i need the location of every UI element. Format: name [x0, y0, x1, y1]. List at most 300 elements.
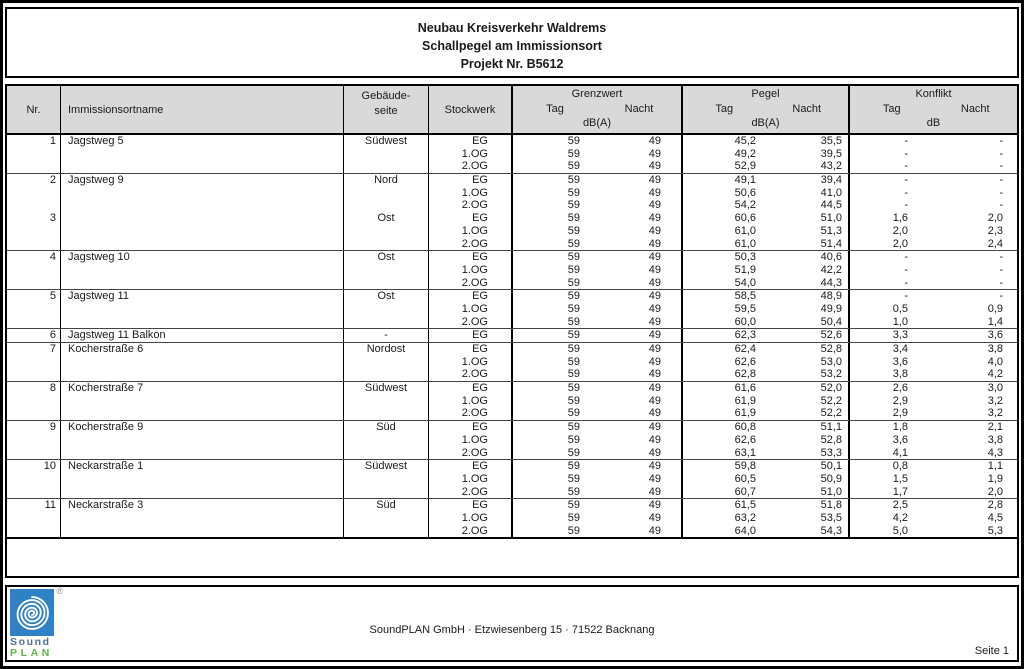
cell-konflikt-nacht: -	[999, 276, 1003, 289]
cell-grenzwert-nacht: 49	[598, 316, 683, 329]
cell-nr	[7, 407, 61, 420]
cell-konflikt-tag: 5,0	[892, 524, 908, 537]
cell-gebaeudeseite	[344, 225, 429, 238]
cell-gebaeudeseite	[344, 148, 429, 161]
cell-grenzwert-tag: 59	[567, 368, 580, 381]
cell-gebaeudeseite: Ost	[344, 212, 429, 225]
cell-stockwerk: EG	[429, 421, 513, 434]
cell-pegel-nacht: 51,0	[766, 212, 850, 225]
cell-konflikt-tag: 3,4	[892, 343, 908, 355]
cell-konflikt-tag: 0,5	[892, 302, 908, 315]
cell-nr	[7, 395, 61, 408]
cell-pegel-tag: 62,8	[734, 368, 756, 381]
cell-pegel-nacht: 52,8	[766, 434, 850, 447]
cell-nr	[7, 264, 61, 277]
cell-pegel-tag: 49,2	[734, 147, 756, 160]
cell-grenzwert-nacht: 49	[598, 473, 683, 486]
cell-grenzwert-tag: 59	[567, 329, 580, 342]
cell-gebaeudeseite	[344, 356, 429, 369]
cell-immissionsortname	[61, 486, 344, 499]
cell-immissionsortname: Jagstweg 9	[61, 174, 344, 187]
cell-pegel-tag: 61,5	[734, 499, 756, 512]
cell-nr: 11	[7, 499, 61, 512]
cell-stockwerk: EG	[429, 135, 513, 148]
cell-grenzwert-tag: 59	[567, 394, 580, 407]
cell-stockwerk: 2.OG	[429, 486, 513, 499]
cell-konflikt-nacht: -	[999, 263, 1003, 276]
cell-grenzwert-nacht: 49	[598, 512, 683, 525]
cell-immissionsortname: Kocherstraße 6	[61, 343, 344, 356]
cell-konflikt-tag: -	[904, 199, 908, 212]
cell-gebaeudeseite: Nordost	[344, 343, 429, 356]
cell-pegel-nacht: 39,5	[766, 148, 850, 161]
cell-nr	[7, 316, 61, 329]
company-address: SoundPLAN GmbH · Etzwiesenberg 15 · 71522 Backnang	[369, 624, 655, 636]
cell-stockwerk: 1.OG	[429, 303, 513, 316]
cell-nr	[7, 160, 61, 173]
cell-gebaeudeseite	[344, 486, 429, 499]
cell-immissionsortname: Jagstweg 11	[61, 290, 344, 303]
cell-pegel-nacht: 44,3	[766, 277, 850, 290]
cell-immissionsortname	[61, 148, 344, 161]
table-row	[7, 250, 1017, 264]
cell-nr: 7	[7, 343, 61, 356]
cell-grenzwert-nacht: 49	[598, 251, 683, 264]
cell-immissionsortname	[61, 277, 344, 290]
cell-konflikt-nacht: -	[999, 174, 1003, 187]
cell-pegel-nacht: 52,0	[766, 382, 850, 395]
cell-pegel-nacht: 39,4	[766, 174, 850, 187]
table-row	[7, 356, 1017, 369]
cell-pegel-nacht: 51,0	[766, 486, 850, 499]
cell-immissionsortname	[61, 264, 344, 277]
cell-grenzwert-tag: 59	[567, 160, 580, 173]
cell-pegel-nacht: 49,9	[766, 303, 850, 316]
cell-stockwerk: 1.OG	[429, 148, 513, 161]
cell-pegel-nacht: 52,8	[766, 343, 850, 356]
cell-konflikt-tag: 2,9	[892, 407, 908, 420]
cell-immissionsortname: Kocherstraße 9	[61, 421, 344, 434]
cell-grenzwert-nacht: 49	[598, 199, 683, 212]
cell-konflikt-tag: 4,2	[892, 511, 908, 524]
cell-pegel-nacht: 53,5	[766, 512, 850, 525]
cell-pegel-nacht: 50,1	[766, 460, 850, 473]
cell-grenzwert-tag: 59	[567, 499, 580, 512]
cell-nr: 2	[7, 174, 61, 187]
cell-pegel-nacht: 53,3	[766, 447, 850, 460]
header-immissionsortname	[61, 86, 344, 133]
cell-konflikt-tag: -	[904, 276, 908, 289]
cell-grenzwert-nacht: 49	[598, 329, 683, 342]
cell-immissionsortname	[61, 395, 344, 408]
cell-stockwerk: EG	[429, 174, 513, 187]
cell-stockwerk: EG	[429, 251, 513, 264]
cell-immissionsortname	[61, 238, 344, 251]
cell-pegel-nacht: 52,6	[766, 329, 850, 342]
cell-grenzwert-tag: 59	[567, 135, 580, 147]
cell-grenzwert-tag: 59	[567, 237, 580, 250]
cell-grenzwert-tag: 59	[567, 186, 580, 199]
cell-konflikt-nacht: -	[999, 251, 1003, 264]
table-row	[7, 407, 1017, 420]
cell-pegel-tag: 60,7	[734, 485, 756, 498]
cell-pegel-tag: 63,1	[734, 446, 756, 459]
header-nr	[7, 86, 61, 133]
cell-gebaeudeseite	[344, 187, 429, 200]
cell-konflikt-nacht: -	[999, 160, 1003, 173]
cell-pegel-nacht: 35,5	[766, 135, 850, 148]
cell-gebaeudeseite: Südwest	[344, 382, 429, 395]
report-title-line3: Projekt Nr. B5612	[460, 57, 564, 71]
cell-konflikt-nacht: 2,0	[987, 212, 1003, 225]
cell-konflikt-nacht: -	[999, 186, 1003, 199]
cell-grenzwert-nacht: 49	[598, 382, 683, 395]
header-konflikt-group	[850, 86, 1017, 133]
table-row	[7, 238, 1017, 251]
table-row	[7, 264, 1017, 277]
cell-immissionsortname	[61, 512, 344, 525]
table-row	[7, 459, 1017, 473]
cell-grenzwert-nacht: 49	[598, 343, 683, 356]
cell-pegel-tag: 61,9	[734, 394, 756, 407]
cell-gebaeudeseite	[344, 473, 429, 486]
cell-grenzwert-tag: 59	[567, 276, 580, 289]
cell-konflikt-nacht: -	[999, 135, 1003, 147]
cell-pegel-nacht: 48,9	[766, 290, 850, 303]
table-row	[7, 486, 1017, 499]
header-gebaeudeseite	[344, 86, 429, 133]
cell-konflikt-nacht: 3,2	[987, 407, 1003, 420]
cell-konflikt-nacht: 1,4	[987, 315, 1003, 328]
cell-nr	[7, 187, 61, 200]
cell-immissionsortname	[61, 187, 344, 200]
registered-mark: ®	[56, 586, 63, 596]
cell-konflikt-nacht: 2,4	[987, 237, 1003, 250]
cell-konflikt-nacht: 2,8	[987, 499, 1003, 512]
cell-konflikt-tag: 3,6	[892, 433, 908, 446]
cell-gebaeudeseite: Südwest	[344, 460, 429, 473]
cell-konflikt-nacht: 3,0	[987, 382, 1003, 395]
cell-immissionsortname	[61, 303, 344, 316]
cell-grenzwert-tag: 59	[567, 263, 580, 276]
cell-gebaeudeseite: -	[344, 329, 429, 342]
title-box	[5, 7, 1019, 78]
cell-konflikt-tag: 2,6	[892, 382, 908, 395]
cell-nr	[7, 447, 61, 460]
header-pegel-group	[683, 86, 850, 133]
cell-grenzwert-nacht: 49	[598, 160, 683, 173]
cell-nr	[7, 225, 61, 238]
cell-konflikt-tag: 1,0	[892, 315, 908, 328]
cell-nr: 6	[7, 329, 61, 342]
cell-konflikt-nacht: 5,3	[987, 524, 1003, 537]
cell-stockwerk: 1.OG	[429, 395, 513, 408]
header-nr-label: Nr.	[26, 103, 41, 116]
cell-konflikt-nacht: 3,2	[987, 394, 1003, 407]
cell-immissionsortname	[61, 447, 344, 460]
table-row	[7, 316, 1017, 329]
table-row	[7, 148, 1017, 161]
cell-pegel-nacht: 54,3	[766, 525, 850, 538]
cell-gebaeudeseite	[344, 512, 429, 525]
cell-nr	[7, 473, 61, 486]
cell-pegel-nacht: 41,0	[766, 187, 850, 200]
cell-gebaeudeseite	[344, 434, 429, 447]
cell-stockwerk: 2.OG	[429, 447, 513, 460]
table-row	[7, 381, 1017, 395]
cell-grenzwert-nacht: 49	[598, 277, 683, 290]
cell-grenzwert-tag: 59	[567, 355, 580, 368]
cell-konflikt-tag: -	[904, 290, 908, 303]
cell-stockwerk: 1.OG	[429, 225, 513, 238]
cell-grenzwert-tag: 59	[567, 511, 580, 524]
cell-pegel-tag: 49,1	[734, 174, 756, 187]
cell-pegel-tag: 63,2	[734, 511, 756, 524]
cell-nr	[7, 199, 61, 212]
cell-grenzwert-tag: 59	[567, 524, 580, 537]
table-row	[7, 525, 1017, 538]
table-row	[7, 199, 1017, 212]
cell-pegel-nacht: 43,2	[766, 160, 850, 173]
cell-grenzwert-nacht: 49	[598, 212, 683, 225]
cell-immissionsortname	[61, 160, 344, 173]
cell-grenzwert-tag: 59	[567, 407, 580, 420]
table-row	[7, 434, 1017, 447]
table-row	[7, 225, 1017, 238]
cell-pegel-nacht: 52,2	[766, 395, 850, 408]
cell-konflikt-nacht: 2,3	[987, 224, 1003, 237]
cell-grenzwert-tag: 59	[567, 199, 580, 212]
cell-nr	[7, 512, 61, 525]
cell-stockwerk: EG	[429, 499, 513, 512]
cell-grenzwert-tag: 59	[567, 433, 580, 446]
header-konflikt-title: Konflikt	[915, 88, 952, 100]
logo-text-plan: PLAN	[10, 647, 53, 659]
header-grenzwert-tag: Tag	[546, 103, 564, 115]
cell-nr: 1	[7, 135, 61, 148]
cell-gebaeudeseite	[344, 277, 429, 290]
cell-grenzwert-nacht: 49	[598, 447, 683, 460]
table-row	[7, 277, 1017, 290]
cell-pegel-nacht: 51,3	[766, 225, 850, 238]
cell-stockwerk: 2.OG	[429, 407, 513, 420]
cell-pegel-nacht: 53,0	[766, 356, 850, 369]
header-side-line2: seite	[374, 105, 398, 117]
header-grenzwert-title: Grenzwert	[571, 88, 623, 100]
header-grenzwert-group	[513, 86, 683, 133]
header-side-line1: Gebäude-	[361, 90, 411, 102]
table-row	[7, 342, 1017, 356]
report-title-line2: Schallpegel am Immissionsort	[422, 39, 602, 53]
cell-immissionsortname	[61, 368, 344, 381]
report-title-line1: Neubau Kreisverkehr Waldrems	[417, 21, 607, 35]
cell-konflikt-nacht: 3,8	[987, 433, 1003, 446]
cell-grenzwert-tag: 59	[567, 315, 580, 328]
table-row	[7, 135, 1017, 148]
cell-konflikt-tag: 3,8	[892, 368, 908, 381]
cell-pegel-nacht: 53,2	[766, 368, 850, 381]
cell-konflikt-tag: -	[904, 135, 908, 147]
cell-pegel-tag: 54,2	[734, 199, 756, 212]
footer-box	[5, 585, 1019, 662]
cell-pegel-nacht: 40,6	[766, 251, 850, 264]
cell-pegel-tag: 60,6	[734, 212, 756, 225]
cell-stockwerk: 2.OG	[429, 160, 513, 173]
cell-grenzwert-nacht: 49	[598, 460, 683, 473]
cell-konflikt-nacht: 3,6	[987, 329, 1003, 342]
table-row	[7, 160, 1017, 173]
cell-nr: 4	[7, 251, 61, 264]
cell-pegel-tag: 60,8	[734, 421, 756, 434]
cell-grenzwert-tag: 59	[567, 174, 580, 187]
cell-grenzwert-nacht: 49	[598, 486, 683, 499]
cell-grenzwert-nacht: 49	[598, 148, 683, 161]
cell-gebaeudeseite: Ost	[344, 290, 429, 303]
table-row	[7, 498, 1017, 512]
header-grenzwert-unit: dB(A)	[582, 117, 612, 129]
cell-pegel-tag: 62,3	[734, 329, 756, 342]
table-row	[7, 187, 1017, 200]
cell-immissionsortname	[61, 199, 344, 212]
table-row	[7, 328, 1017, 342]
cell-grenzwert-tag: 59	[567, 485, 580, 498]
header-pegel-unit: dB(A)	[751, 117, 780, 129]
cell-stockwerk: 2.OG	[429, 199, 513, 212]
header-konflikt-nacht: Nacht	[960, 103, 990, 115]
cell-stockwerk: 1.OG	[429, 264, 513, 277]
cell-gebaeudeseite	[344, 264, 429, 277]
cell-konflikt-tag: -	[904, 160, 908, 173]
cell-grenzwert-tag: 59	[567, 302, 580, 315]
cell-pegel-nacht: 51,4	[766, 238, 850, 251]
cell-gebaeudeseite	[344, 368, 429, 381]
table-row	[7, 420, 1017, 434]
header-floor-label: Stockwerk	[444, 103, 496, 116]
cell-grenzwert-tag: 59	[567, 460, 580, 473]
cell-gebaeudeseite	[344, 160, 429, 173]
cell-grenzwert-tag: 59	[567, 212, 580, 225]
cell-grenzwert-nacht: 49	[598, 499, 683, 512]
cell-gebaeudeseite: Süd	[344, 499, 429, 512]
cell-konflikt-nacht: -	[999, 290, 1003, 303]
cell-konflikt-tag: -	[904, 251, 908, 264]
table-body	[7, 135, 1017, 537]
cell-grenzwert-tag: 59	[567, 224, 580, 237]
cell-konflikt-tag: 3,3	[892, 329, 908, 342]
cell-stockwerk: EG	[429, 290, 513, 303]
cell-gebaeudeseite	[344, 395, 429, 408]
cell-gebaeudeseite: Nord	[344, 174, 429, 187]
table-row	[7, 395, 1017, 408]
table-row	[7, 447, 1017, 460]
cell-immissionsortname: Kocherstraße 7	[61, 382, 344, 395]
cell-pegel-nacht: 51,1	[766, 421, 850, 434]
cell-pegel-tag: 50,3	[734, 251, 756, 264]
cell-pegel-nacht: 44,5	[766, 199, 850, 212]
cell-stockwerk: 2.OG	[429, 368, 513, 381]
cell-gebaeudeseite	[344, 447, 429, 460]
cell-grenzwert-tag: 59	[567, 147, 580, 160]
cell-pegel-nacht: 50,4	[766, 316, 850, 329]
table-row	[7, 289, 1017, 303]
cell-pegel-tag: 61,0	[734, 237, 756, 250]
cell-grenzwert-nacht: 49	[598, 264, 683, 277]
logo-text-sound: Sound	[10, 636, 51, 648]
cell-konflikt-nacht: 4,5	[987, 511, 1003, 524]
cell-konflikt-nacht: 2,1	[987, 421, 1003, 434]
cell-konflikt-tag: -	[904, 186, 908, 199]
cell-konflikt-tag: 0,8	[892, 460, 908, 473]
cell-pegel-tag: 61,9	[734, 407, 756, 420]
cell-pegel-nacht: 51,8	[766, 499, 850, 512]
cell-pegel-tag: 52,9	[734, 160, 756, 173]
cell-grenzwert-nacht: 49	[598, 407, 683, 420]
cell-pegel-tag: 60,0	[734, 315, 756, 328]
table-row	[7, 212, 1017, 225]
table-empty-area	[7, 537, 1017, 576]
cell-gebaeudeseite: Südwest	[344, 135, 429, 148]
table-row	[7, 173, 1017, 187]
cell-grenzwert-nacht: 49	[598, 368, 683, 381]
cell-immissionsortname: Neckarstraße 3	[61, 499, 344, 512]
cell-konflikt-tag: 2,5	[892, 499, 908, 512]
cell-nr	[7, 238, 61, 251]
cell-pegel-tag: 62,6	[734, 433, 756, 446]
header-pegel-title: Pegel	[751, 88, 780, 100]
cell-stockwerk: 1.OG	[429, 434, 513, 447]
cell-pegel-nacht: 42,2	[766, 264, 850, 277]
cell-pegel-nacht: 52,2	[766, 407, 850, 420]
cell-immissionsortname	[61, 434, 344, 447]
cell-konflikt-tag: 2,9	[892, 394, 908, 407]
cell-konflikt-nacht: 4,2	[987, 368, 1003, 381]
cell-nr: 5	[7, 290, 61, 303]
cell-immissionsortname	[61, 212, 344, 225]
table-row	[7, 512, 1017, 525]
cell-gebaeudeseite	[344, 316, 429, 329]
cell-stockwerk: 2.OG	[429, 316, 513, 329]
cell-stockwerk: 2.OG	[429, 238, 513, 251]
cell-gebaeudeseite: Ost	[344, 251, 429, 264]
cell-konflikt-tag: 1,8	[892, 421, 908, 434]
cell-pegel-tag: 64,0	[734, 524, 756, 537]
cell-grenzwert-tag: 59	[567, 472, 580, 485]
cell-immissionsortname	[61, 525, 344, 538]
cell-gebaeudeseite	[344, 407, 429, 420]
cell-stockwerk: 1.OG	[429, 512, 513, 525]
cell-konflikt-tag: 1,6	[892, 212, 908, 225]
cell-grenzwert-nacht: 49	[598, 238, 683, 251]
cell-gebaeudeseite	[344, 238, 429, 251]
cell-immissionsortname	[61, 225, 344, 238]
cell-immissionsortname: Jagstweg 10	[61, 251, 344, 264]
cell-immissionsortname: Neckarstraße 1	[61, 460, 344, 473]
cell-stockwerk: EG	[429, 382, 513, 395]
cell-pegel-tag: 62,6	[734, 355, 756, 368]
page-number: Seite 1	[974, 645, 1009, 657]
cell-stockwerk: 1.OG	[429, 356, 513, 369]
cell-nr	[7, 356, 61, 369]
cell-grenzwert-nacht: 49	[598, 174, 683, 187]
header-pegel-nacht: Nacht	[792, 103, 822, 115]
cell-konflikt-nacht: 3,8	[987, 343, 1003, 355]
cell-pegel-tag: 61,6	[734, 382, 756, 395]
cell-grenzwert-tag: 59	[567, 382, 580, 395]
cell-immissionsortname	[61, 473, 344, 486]
cell-grenzwert-nacht: 49	[598, 135, 683, 148]
cell-immissionsortname	[61, 407, 344, 420]
cell-grenzwert-tag: 59	[567, 343, 580, 355]
